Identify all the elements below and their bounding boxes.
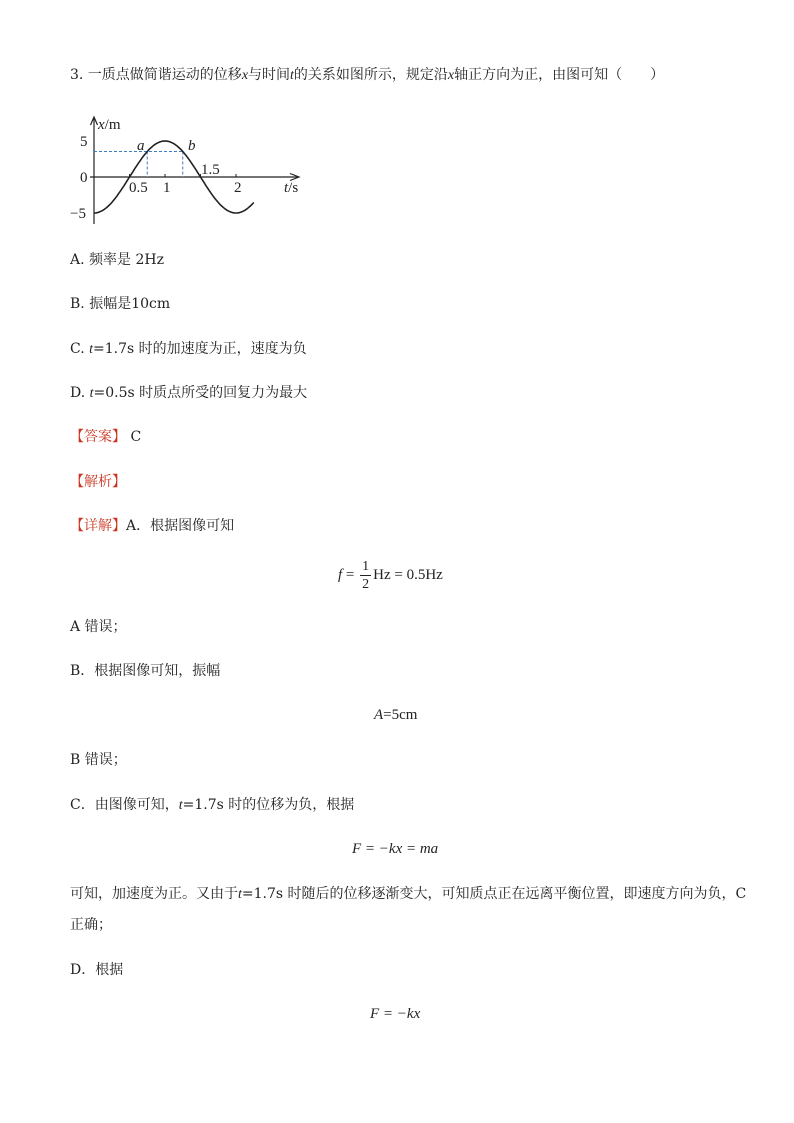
x-tick-label-2: 2 bbox=[234, 180, 242, 196]
option-d[interactable]: D. t=0.5s 时质点所受的回复力为最大 bbox=[70, 385, 308, 401]
x-tick-label-1.5: 1.5 bbox=[201, 162, 220, 178]
x-tick-label-0.5: 0.5 bbox=[129, 180, 148, 196]
detail-a-intro: 【详解】A．根据图像可知 bbox=[70, 518, 235, 534]
option-b[interactable]: B. 振幅是10cm bbox=[70, 296, 171, 312]
detail-b-intro: B．根据图像可知，振幅 bbox=[70, 663, 221, 679]
option-a[interactable]: A. 频率是 2Hz bbox=[70, 252, 164, 268]
detail-a-result: A 错误； bbox=[70, 619, 127, 635]
detail-c-conclusion: 正确； bbox=[70, 917, 112, 933]
x-tick-label-1: 1 bbox=[163, 180, 171, 196]
y-tick-label-0: 0 bbox=[80, 170, 88, 186]
point-a-label: a bbox=[137, 138, 145, 154]
equation-newton: F = −kx = ma bbox=[352, 841, 439, 857]
y-tick-label-5: 5 bbox=[80, 134, 88, 150]
answer-tag: 【答案】 bbox=[70, 429, 126, 445]
answer-value: C bbox=[130, 429, 142, 445]
y-tick-label-neg5: −5 bbox=[70, 206, 86, 222]
point-b-label: b bbox=[188, 138, 196, 154]
question-stem: 3. 一质点做简谐运动的位移x与时间t的关系如图所示，规定沿x轴正方向为正，由图可知（ ） bbox=[70, 67, 665, 83]
x-axis-label: t/s bbox=[284, 180, 299, 196]
graph-labels bbox=[70, 117, 298, 222]
option-c[interactable]: C. t=1.7s 时的加速度为正，速度为负 bbox=[70, 341, 307, 357]
equation-frequency: f = $\frac{1}{2}$ Hz = 0.5Hz bbox=[338, 559, 443, 593]
equation-hooke: F = −kx bbox=[370, 1006, 421, 1022]
detail-tag: 【详解】 bbox=[70, 518, 126, 534]
displacement-time-graph bbox=[70, 112, 310, 227]
equation-amplitude: A=5cm bbox=[374, 707, 418, 723]
y-axis-label: x/m bbox=[98, 117, 121, 133]
detail-d-intro: D．根据 bbox=[70, 962, 124, 978]
detail-b-result: B 错误； bbox=[70, 752, 127, 768]
detail-c-explanation: 可知，加速度为正。又由于t=1.7s 时随后的位移逐渐变大，可知质点正在远离平衡位置，即速度方向为负，C bbox=[70, 886, 747, 902]
answer-line bbox=[70, 428, 141, 446]
analysis-tag: 【解析】 bbox=[70, 474, 126, 490]
axes bbox=[90, 117, 299, 224]
question-number: 3. bbox=[70, 67, 84, 83]
fraction: $\frac{1}{2}$ bbox=[362, 559, 370, 593]
detail-c-intro: C．由图像可知，t=1.7s 时的位移为负，根据 bbox=[70, 797, 355, 813]
